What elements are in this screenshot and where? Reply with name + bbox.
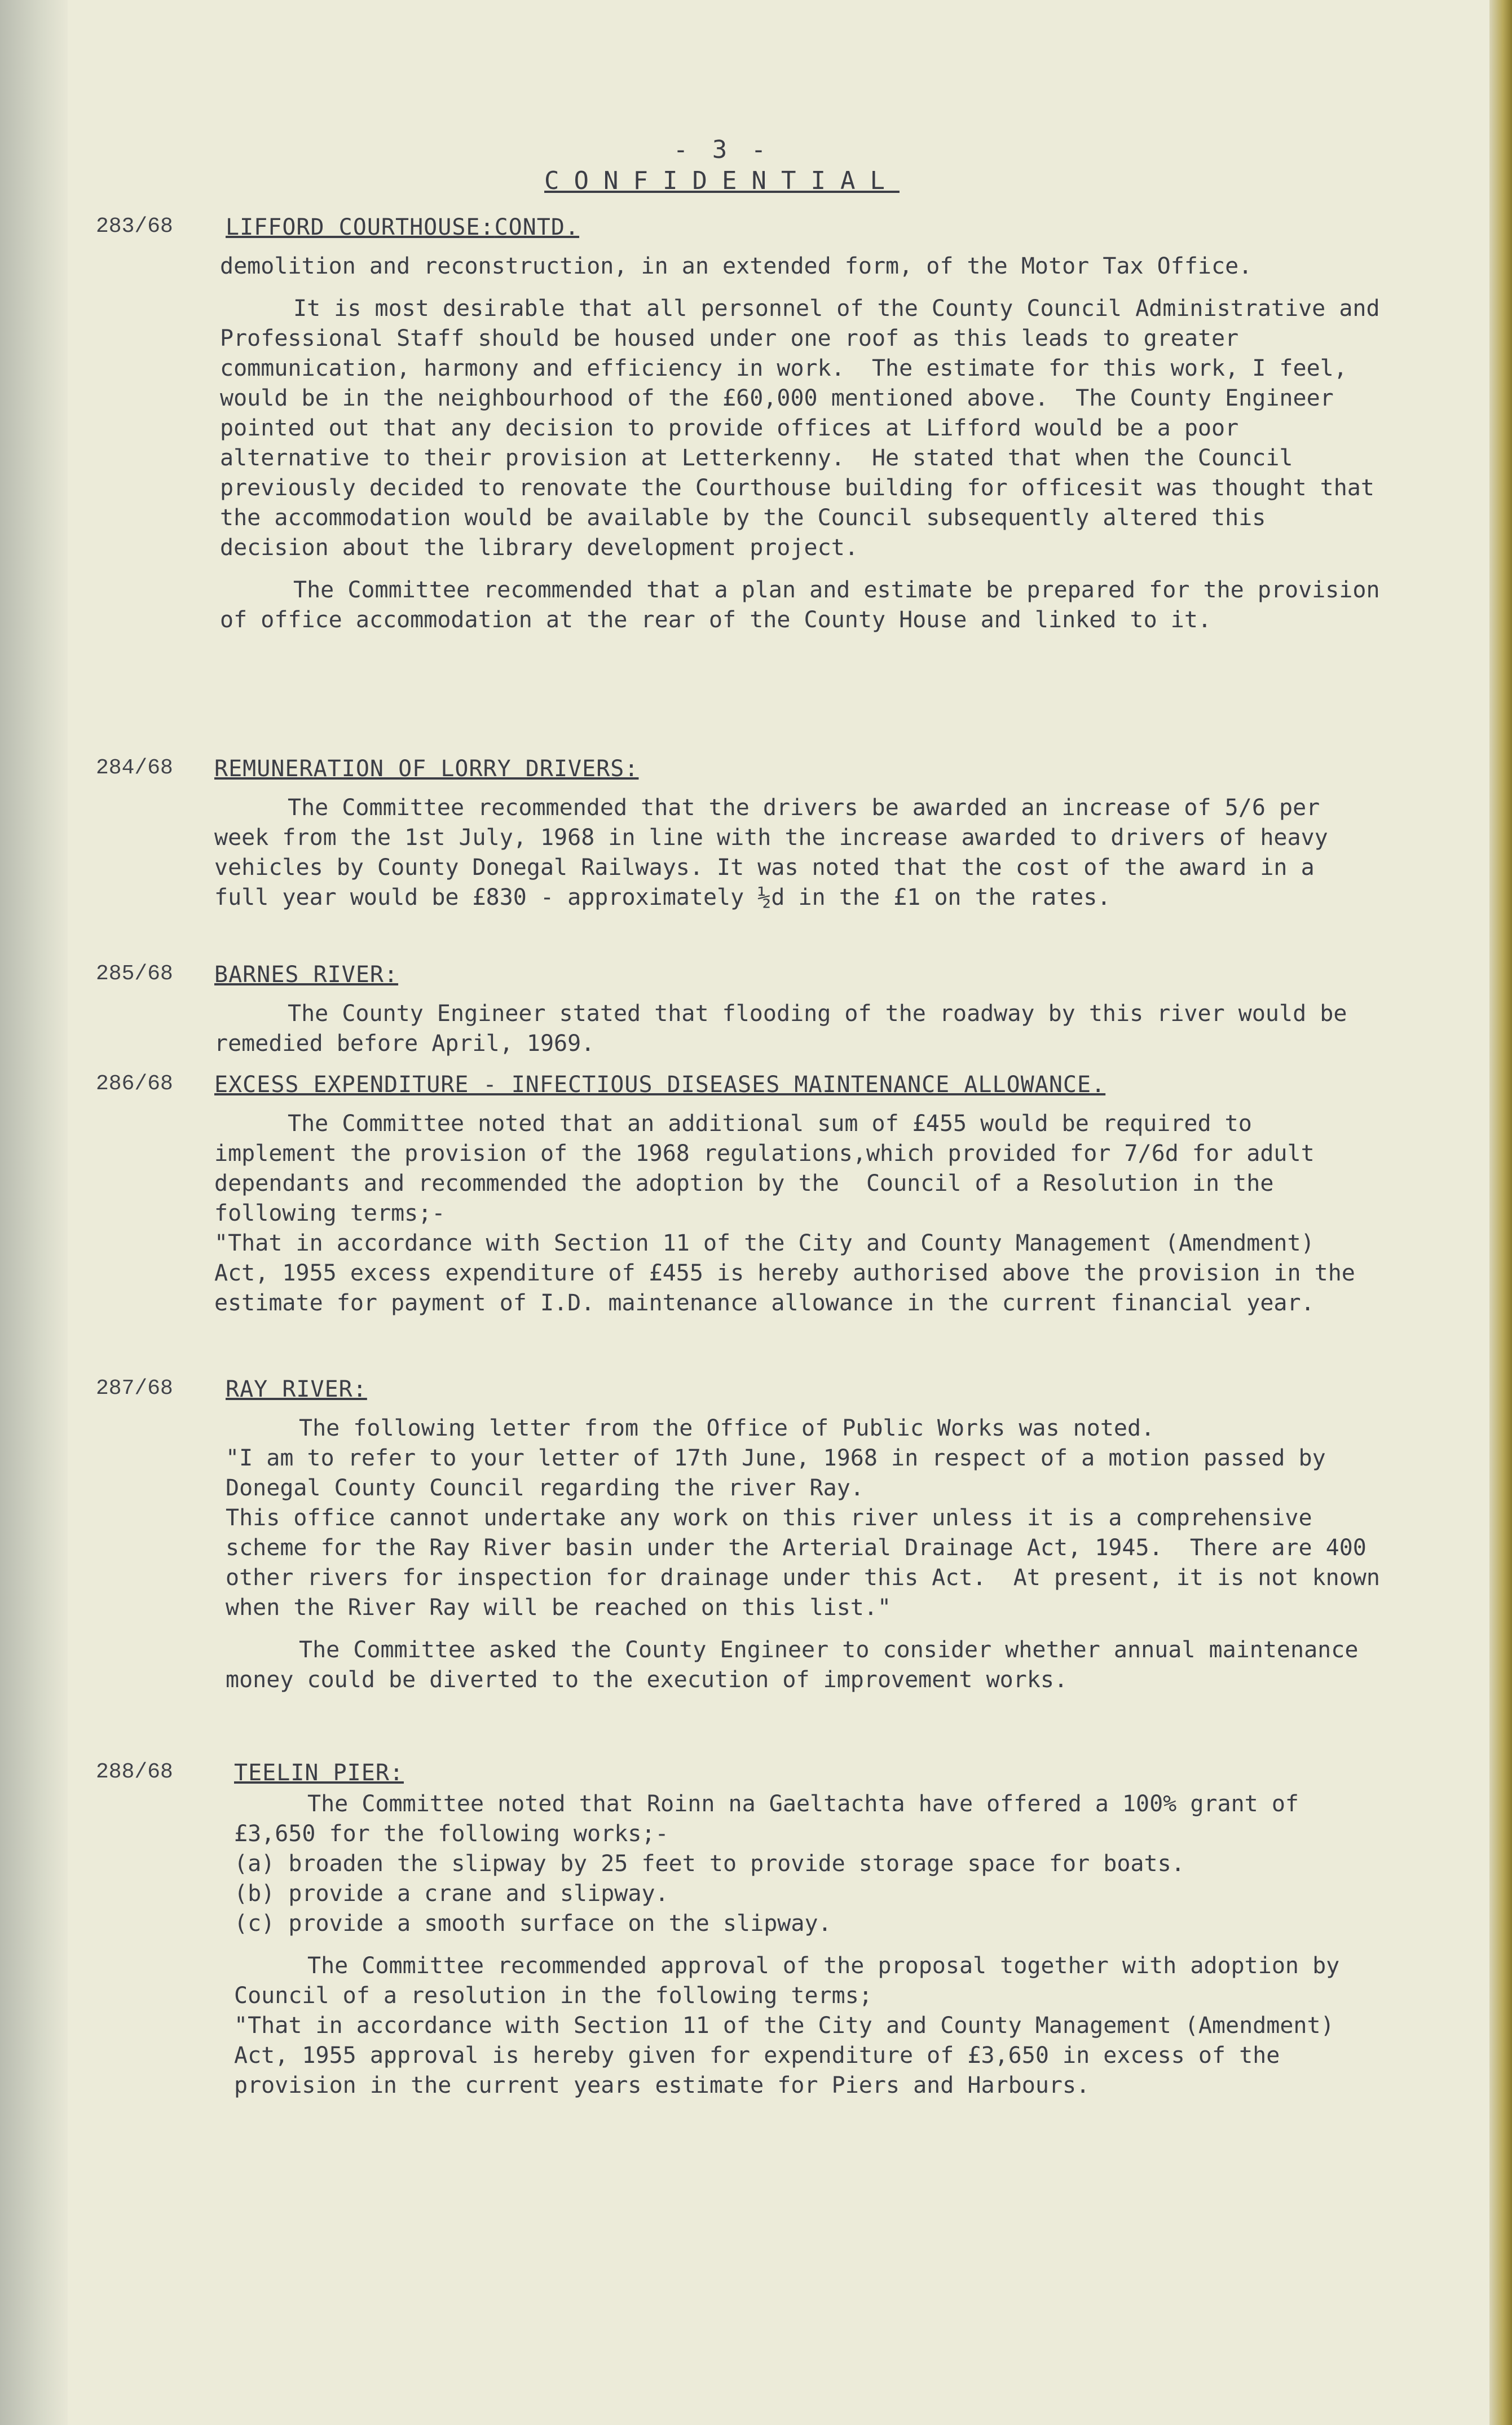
folder-edge	[1489, 0, 1512, 2425]
page-number: - 3 -	[673, 135, 771, 164]
paragraph: The Committee noted that an additional sum of £455 would be required to implement the provision of the 1968 regulations,which provided for 7/6d for adult dependants and recommended the adoption by the Council of a Resolution in the following terms;-	[214, 1111, 1328, 1226]
resolution-text: "That in accordance with Section 11 of the City and County Management (Amendment) Act, 1955 approval is hereby given for expenditure of £3,650 in excess of the provision in the current years estimate for Piers and Harbours.	[234, 2013, 1348, 2098]
paragraph: The Committee recommended approval of the proposal together with adoption by Council of a resolution in the following terms;	[234, 1953, 1354, 2009]
minute-number: 287/68	[96, 1376, 173, 1401]
minute-number: 283/68	[96, 214, 173, 239]
minute-heading: REMUNERATION OF LORRY DRIVERS:	[214, 756, 639, 782]
list-item: (a) broaden the slipway by 25 feet to provide storage space for boats.	[234, 1851, 1185, 1877]
paragraph: It is most desirable that all personnel of the County Council Administrative and Professional Staff should be housed under one roof as this leads to greater communication, harmony and efficiency in work. The estimate for this work, I feel, would be in the neighbourhood of the £60,000 mentioned above. The County Engineer pointed out that any decision to provide offices at Lifford would be a poor alternative to their provision at Letterkenny. He stated that when the Council previously decided to renovate the Courthouse building for officesit was thought that the accommodation would be available by the Council subsequently altered this decision about the library development project.	[220, 296, 1394, 561]
list-item: (b) provide a crane and slipway.	[234, 1881, 669, 1907]
list-item: (c) provide a smooth surface on the slipway.	[234, 1911, 832, 1937]
minute-number: 284/68	[96, 756, 173, 780]
paragraph: demolition and reconstruction, in an extended form, of the Motor Tax Office.	[220, 253, 1253, 279]
paragraph: The Committee asked the County Engineer to consider whether annual maintenance money could be diverted to the execution of improvement works.	[226, 1637, 1372, 1693]
minute-number: 285/68	[96, 962, 173, 986]
minute-number: 288/68	[96, 1760, 173, 1784]
minute-number: 286/68	[96, 1072, 173, 1096]
paragraph: The Committee recommended that the drivers be awarded an increase of 5/6 per week from the 1st July, 1968 in line with the increase awarded to drivers of heavy vehicles by County Donegal Railways. It was noted that the cost of the award in a full year would be £830 - approximately ½d in the £1 on the rates.	[214, 795, 1342, 910]
paragraph: The Committee recommended that a plan and estimate be prepared for the provision of office accommodation at the rear of the County House and linked to it.	[220, 577, 1394, 633]
confidential-marking: CONFIDENTIAL	[544, 166, 900, 195]
contd-label: CONTD.	[494, 214, 580, 240]
minute-heading: BARNES RIVER:	[214, 962, 399, 988]
minute-heading: TEELIN PIER:	[234, 1760, 404, 1786]
minute-heading: EXCESS EXPENDITURE - INFECTIOUS DISEASES MAINTENANCE ALLOWANCE.	[214, 1072, 1106, 1098]
page-header	[468, 135, 976, 195]
paragraph: The County Engineer stated that flooding of the roadway by this river would be remedied before April, 1969.	[214, 1001, 1361, 1057]
minute-heading: LIFFORD COURTHOUSE:	[226, 214, 495, 240]
letter-text: "I am to refer to your letter of 17th June, 1968 in respect of a motion passed by Donegal County Council regarding the river Ray.	[226, 1445, 1339, 1501]
letter-text: This office cannot undertake any work on this river unless it is a comprehensive scheme for the Ray River basin under the Arterial Drainage Act, 1945. There are 400 other rivers for inspection for drainage under this Act. At present, it is not known when the River Ray will be reached on this list."	[226, 1505, 1394, 1621]
paragraph: The Committee noted that Roinn na Gaeltachta have offered a 100% grant of £3,650 for the following works;-	[234, 1791, 1313, 1847]
document-page	[73, 0, 1483, 2425]
paragraph: The following letter from the Office of Public Works was noted.	[299, 1415, 1155, 1441]
resolution-text: "That in accordance with Section 11 of the City and County Management (Amendment) Act, 1955 excess expenditure of £455 is hereby authorised above the provision in the estimate for payment of I.D. maintenance allowance in the current financial year.	[214, 1230, 1369, 1316]
binding-shadow	[0, 0, 68, 2425]
minute-heading: RAY RIVER:	[226, 1376, 367, 1402]
